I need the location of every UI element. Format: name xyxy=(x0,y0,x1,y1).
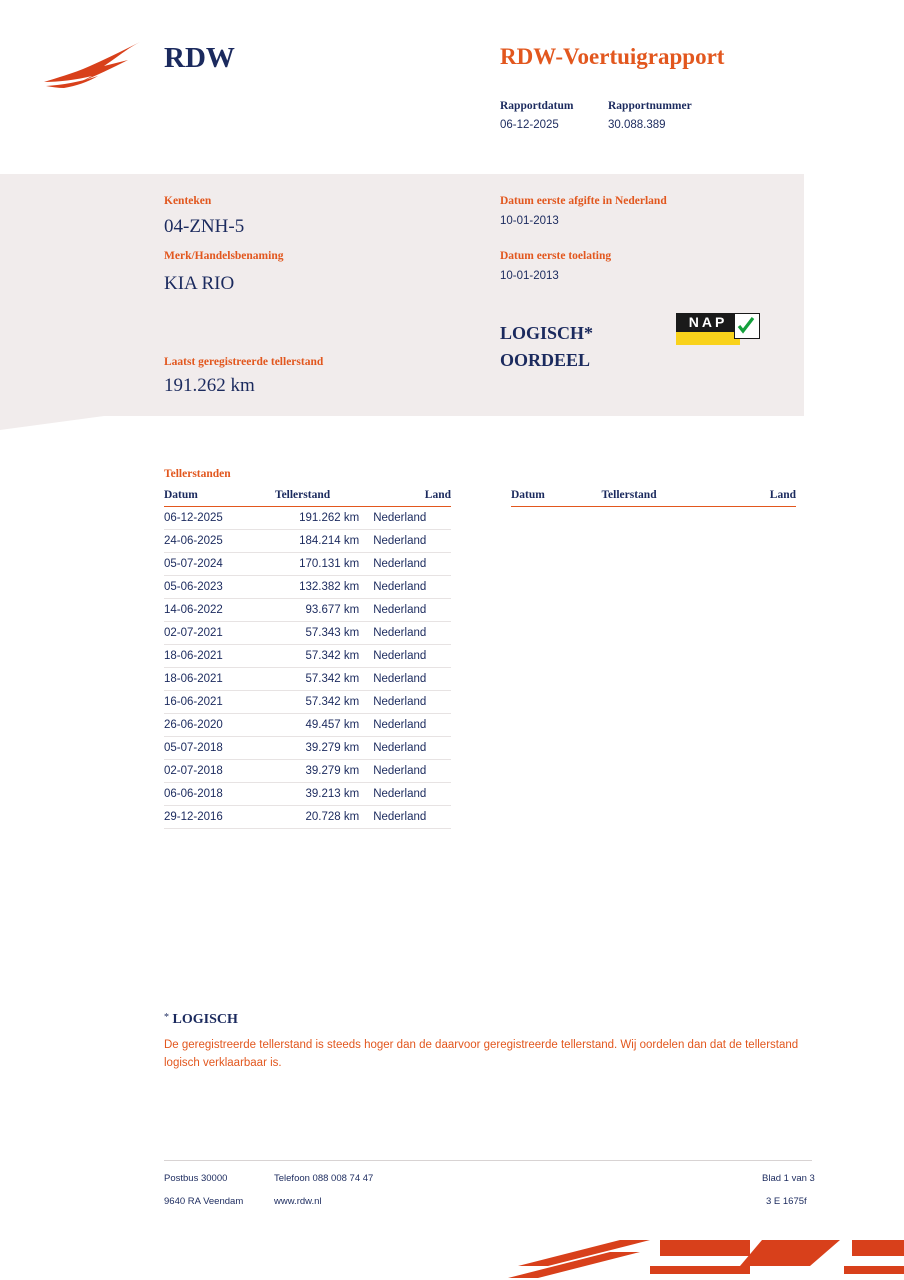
footer-divider xyxy=(164,1160,812,1161)
footnote-heading: LOGISCH xyxy=(172,1012,238,1027)
table-row xyxy=(164,507,451,530)
table-cell: Nederland xyxy=(373,783,451,806)
table-cell: 05-07-2018 xyxy=(164,737,257,760)
table-row xyxy=(164,553,451,576)
table-cell: 57.342 km xyxy=(257,645,373,668)
table-row xyxy=(164,645,451,668)
table-cell: 29-12-2016 xyxy=(164,806,257,829)
table-row xyxy=(164,668,451,691)
column-header-tellerstand: Tellerstand xyxy=(257,488,373,507)
decorative-bottom-graphic xyxy=(500,1222,904,1280)
nap-check-icon xyxy=(734,313,760,339)
rdw-logo xyxy=(42,32,292,92)
verdict-block xyxy=(500,320,593,374)
table-cell: 14-06-2022 xyxy=(164,599,257,622)
vehicle-summary-panel xyxy=(0,174,804,416)
column-header-land: Land xyxy=(373,488,451,507)
odometer-value: 191.262 km xyxy=(164,375,255,396)
first-issue-label: Datum eerste afgifte in Nederland xyxy=(500,195,667,207)
table-cell: 39.213 km xyxy=(257,783,373,806)
table-cell: 18-06-2021 xyxy=(164,645,257,668)
table-cell: Nederland xyxy=(373,668,451,691)
table-cell: Nederland xyxy=(373,691,451,714)
table-cell: 06-12-2025 xyxy=(164,507,257,530)
table-cell: Nederland xyxy=(373,645,451,668)
verdict-line-1: LOGISCH* xyxy=(500,323,594,343)
odometer-table-title: Tellerstanden xyxy=(164,468,231,480)
table-cell: 39.279 km xyxy=(257,760,373,783)
report-number-value: 30.088.389 xyxy=(608,119,666,131)
table-cell: Nederland xyxy=(373,576,451,599)
table-cell: Nederland xyxy=(373,530,451,553)
footer-page-info: Blad 1 van 3 xyxy=(762,1173,815,1184)
page-title: RDW-Voertuigrapport xyxy=(500,44,725,69)
table-row xyxy=(164,783,451,806)
footnote-title xyxy=(164,1012,238,1028)
odometer-table-right xyxy=(511,488,796,507)
table-cell: 170.131 km xyxy=(257,553,373,576)
merk-value: KIA RIO xyxy=(164,273,235,294)
table-cell: 191.262 km xyxy=(257,507,373,530)
nap-yellow-bar xyxy=(676,332,740,345)
brand-name: RDW xyxy=(164,42,235,74)
table-cell: Nederland xyxy=(373,553,451,576)
table-cell: Nederland xyxy=(373,714,451,737)
rdw-feather-logo-icon xyxy=(42,38,146,90)
footnote-body: De geregistreerde tellerstand is steeds hoger dan de daarvoor geregistreerde tellerstand. Wij oordelen dan dat de tellerstand logisch verklaarbaar is. xyxy=(164,1039,799,1070)
table-cell: 06-06-2018 xyxy=(164,783,257,806)
kenteken-label: Kenteken xyxy=(164,195,212,207)
table-row xyxy=(164,806,451,829)
odometer-table-left xyxy=(164,488,451,829)
table-cell: 184.214 km xyxy=(257,530,373,553)
table-cell: 132.382 km xyxy=(257,576,373,599)
first-admission-value: 10-01-2013 xyxy=(500,270,559,282)
table-row xyxy=(164,576,451,599)
footnote-star: * xyxy=(164,1012,169,1023)
table-cell: 05-07-2024 xyxy=(164,553,257,576)
table-cell: 39.279 km xyxy=(257,737,373,760)
table-row xyxy=(164,691,451,714)
table-cell: 02-07-2021 xyxy=(164,622,257,645)
table-cell: 57.342 km xyxy=(257,668,373,691)
table-cell: 57.342 km xyxy=(257,691,373,714)
footer-address-line-2: 9640 RA Veendam xyxy=(164,1196,244,1207)
table-cell: Nederland xyxy=(373,599,451,622)
table-cell: Nederland xyxy=(373,507,451,530)
table-cell: 02-07-2018 xyxy=(164,760,257,783)
table-row xyxy=(164,737,451,760)
table-cell: Nederland xyxy=(373,806,451,829)
table-row xyxy=(164,760,451,783)
table-cell: 57.343 km xyxy=(257,622,373,645)
nap-label: NAP xyxy=(676,313,740,332)
table-cell: 05-06-2023 xyxy=(164,576,257,599)
odometer-label: Laatst geregistreerde tellerstand xyxy=(164,356,324,368)
kenteken-value: 04-ZNH-5 xyxy=(164,216,245,237)
table-row xyxy=(164,530,451,553)
nap-stamp xyxy=(676,313,758,345)
table-cell: 24-06-2025 xyxy=(164,530,257,553)
footer-website[interactable]: www.rdw.nl xyxy=(274,1196,322,1207)
table-row xyxy=(164,622,451,645)
column-header-datum: Datum xyxy=(164,488,257,507)
table-cell: 18-06-2021 xyxy=(164,668,257,691)
report-number-label: Rapportnummer xyxy=(608,100,692,112)
table-cell: Nederland xyxy=(373,737,451,760)
report-date-value: 06-12-2025 xyxy=(500,119,559,131)
verdict-line-2: OORDEEL xyxy=(500,350,591,370)
table-row xyxy=(164,599,451,622)
table-cell: 49.457 km xyxy=(257,714,373,737)
table-cell: 93.677 km xyxy=(257,599,373,622)
table-cell: 26-06-2020 xyxy=(164,714,257,737)
table-header-row xyxy=(164,488,451,507)
column-header-land: Land xyxy=(740,488,796,507)
merk-label: Merk/Handelsbenaming xyxy=(164,250,284,262)
panel-corner-notch xyxy=(0,416,104,430)
table-row xyxy=(164,714,451,737)
table-header-row xyxy=(511,488,796,507)
table-cell: 16-06-2021 xyxy=(164,691,257,714)
footer-address-line-1: Postbus 30000 xyxy=(164,1173,228,1184)
footer-phone: Telefoon 088 008 74 47 xyxy=(274,1173,374,1184)
table-cell: Nederland xyxy=(373,622,451,645)
column-header-datum: Datum xyxy=(511,488,583,507)
document-header xyxy=(0,0,904,174)
table-cell: Nederland xyxy=(373,760,451,783)
first-issue-value: 10-01-2013 xyxy=(500,215,559,227)
report-date-label: Rapportdatum xyxy=(500,100,574,112)
footer-form-code: 3 E 1675f xyxy=(766,1196,807,1207)
table-cell: 20.728 km xyxy=(257,806,373,829)
first-admission-label: Datum eerste toelating xyxy=(500,250,612,262)
column-header-tellerstand: Tellerstand xyxy=(583,488,739,507)
